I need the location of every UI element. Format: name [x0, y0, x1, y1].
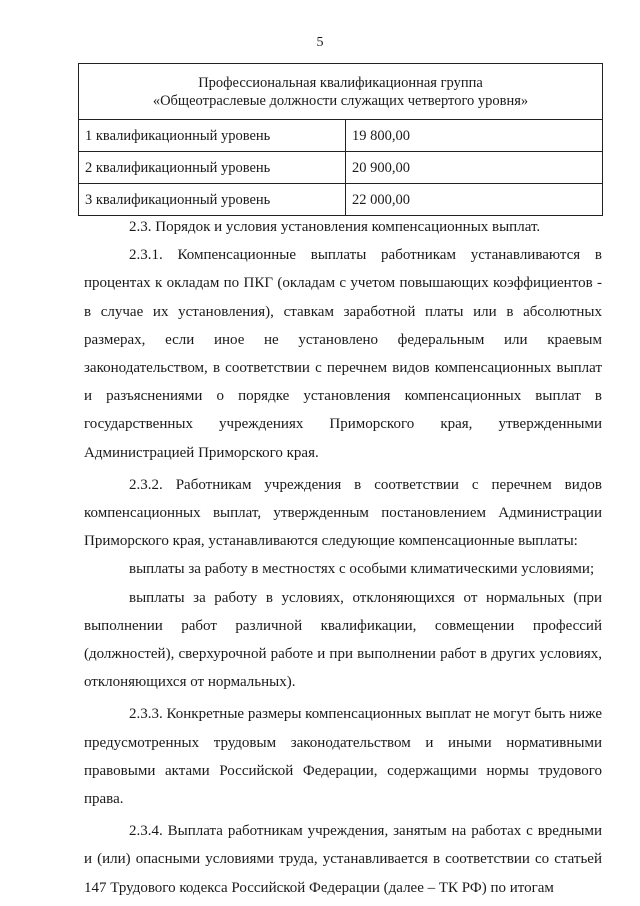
table-header-cell [79, 64, 603, 120]
paragraph-2-3-4: 2.3.4. Выплата работникам учреждения, занятым на работах с вредными и (или) опасными условиями труда, устанавливается в соответствии со статьей 147 Трудового кодекса Российской Федерации (далее – ТК РФ) по итогам [84, 823, 602, 896]
salary-cell: 19 800,00 [346, 120, 603, 152]
list-item-abnormal-conditions-payments: выплаты за работу в условиях, отклоняющихся от нормальных (при выполнении работ различной квалификации, совмещении профессий (должностей), сверхурочной работе и при выполнении работ в других условиях, отклоняющихся от нормальных). [84, 589, 602, 691]
qualification-level-cell: 1 квалификационный уровень [79, 120, 346, 152]
table-header-line-1: Профессиональная квалификационная группа [198, 74, 483, 91]
table-row [79, 184, 603, 216]
table-row [79, 152, 603, 184]
qualification-table [78, 63, 603, 216]
page-number: 5 [316, 35, 324, 50]
list-item-climate-payments: выплаты за работу в местностях с особыми климатическими условиями; [129, 561, 595, 578]
table-row [79, 120, 603, 152]
table-header-line-2: «Общеотраслевые должности служащих четвертого уровня» [152, 92, 529, 109]
qualification-level-cell: 2 квалификационный уровень [79, 152, 346, 184]
paragraph-2-3-3: 2.3.3. Конкретные размеры компенсационных выплат не могут быть ниже предусмотренных трудовым законодательством и иными нормативными правовыми актами Российской Федерации, содержащими нормы трудового права. [84, 706, 602, 808]
salary-cell: 22 000,00 [346, 184, 603, 216]
section-heading-2-3: 2.3. Порядок и условия установления компенсационных выплат. [129, 219, 541, 235]
document-body [84, 213, 602, 906]
table-header-row [79, 64, 603, 120]
paragraph-2-3-1: 2.3.1. Компенсационные выплаты работникам устанавливаются в процентах к окладам по ПКГ (окладам с учетом повышающих коэффициентов - в случае их установления), ставкам заработной платы или в абсолютных размерах, если иное не установлено федеральным или краевым законодательством, в соответствии с перечнем видов компенсационных выплат и разъяснениями о порядке установления компенсационных выплат в государственных учреждениях Приморского края, утвержденными Администрацией Приморского края. [84, 247, 602, 461]
salary-cell: 20 900,00 [346, 152, 603, 184]
paragraph-2-3-2: 2.3.2. Работникам учреждения в соответствии с перечнем видов компенсационных выплат, утвержденным постановлением Администрации Приморского края, устанавливаются следующие компенсационные выплаты: [84, 476, 602, 550]
qualification-level-cell: 3 квалификационный уровень [79, 184, 346, 216]
